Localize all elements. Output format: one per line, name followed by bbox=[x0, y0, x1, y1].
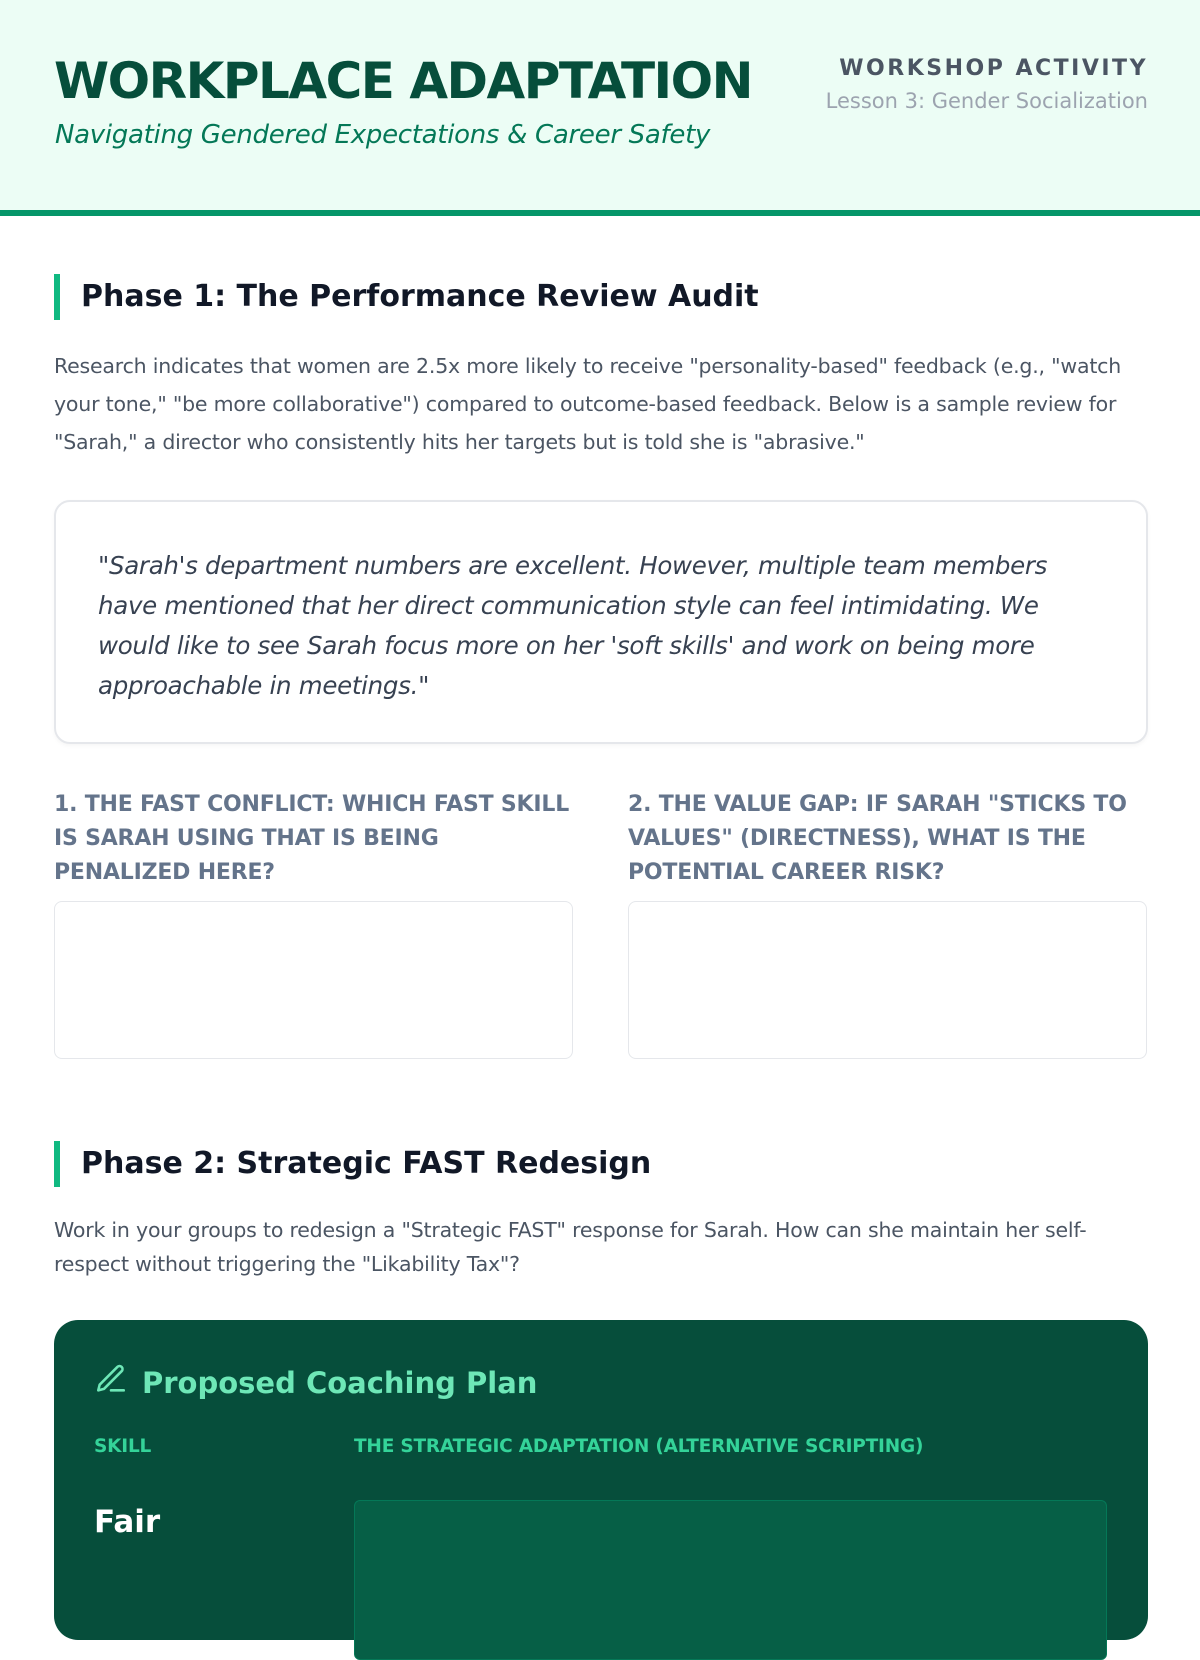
pencil-icon bbox=[94, 1362, 128, 1403]
review-quote-box bbox=[54, 500, 1148, 744]
question-1-answer-field[interactable] bbox=[54, 901, 573, 1059]
phase2-intro: Work in your groups to redesign a "Strategic FAST" response for Sarah. How can she maintain her self-respect without triggering the "Likability Tax"? bbox=[54, 1218, 1087, 1276]
page-subtitle: Navigating Gendered Expectations & Career Safety bbox=[55, 120, 711, 150]
fair-adaptation-field[interactable] bbox=[354, 1500, 1107, 1660]
question-2-answer-field[interactable] bbox=[628, 901, 1147, 1059]
coaching-plan-title: Proposed Coaching Plan bbox=[142, 1365, 538, 1400]
page-title: WORKPLACE ADAPTATION bbox=[54, 52, 753, 110]
skill-label-fair: Fair bbox=[94, 1504, 161, 1540]
coaching-plan-card bbox=[54, 1320, 1148, 1640]
activity-kicker: WORKSHOP ACTIVITY bbox=[839, 56, 1148, 81]
review-quote: "Sarah's department numbers are excellent. However, multiple team members have mentioned that her direct communication style can feel intimidating. We would like to see Sarah focus more on her 'soft skills' and work on being more approachable in meetings." bbox=[98, 551, 1048, 700]
question-2-label: 2. THE VALUE GAP: IF SARAH "STICKS TO VALUES" (DIRECTNESS), WHAT IS THE POTENTIAL CAREER RISK? bbox=[628, 792, 1127, 885]
phase1-intro: Research indicates that women are 2.5x more likely to receive "personality-based" feedback (e.g., "watch your tone," "be more collaborative") compared to outcome-based feedback. Below is a sample review for "Sarah," a director who consistently hits her targets but is told she is "abrasive." bbox=[54, 354, 1122, 454]
header-meta bbox=[826, 56, 1148, 113]
phase2-title: Phase 2: Strategic FAST Redesign bbox=[54, 1141, 651, 1187]
question-1-label: 1. THE FAST CONFLICT: WHICH FAST SKILL IS SARAH USING THAT IS BEING PENALIZED HERE? bbox=[54, 792, 570, 885]
column-header-adaptation: THE STRATEGIC ADAPTATION (ALTERNATIVE SCRIPTING) bbox=[354, 1436, 924, 1457]
coaching-plan-header bbox=[94, 1362, 537, 1403]
column-header-skill: SKILL bbox=[94, 1436, 152, 1457]
page-header bbox=[0, 0, 1200, 216]
phase1-title: Phase 1: The Performance Review Audit bbox=[54, 274, 759, 320]
lesson-label: Lesson 3: Gender Socialization bbox=[825, 89, 1148, 113]
